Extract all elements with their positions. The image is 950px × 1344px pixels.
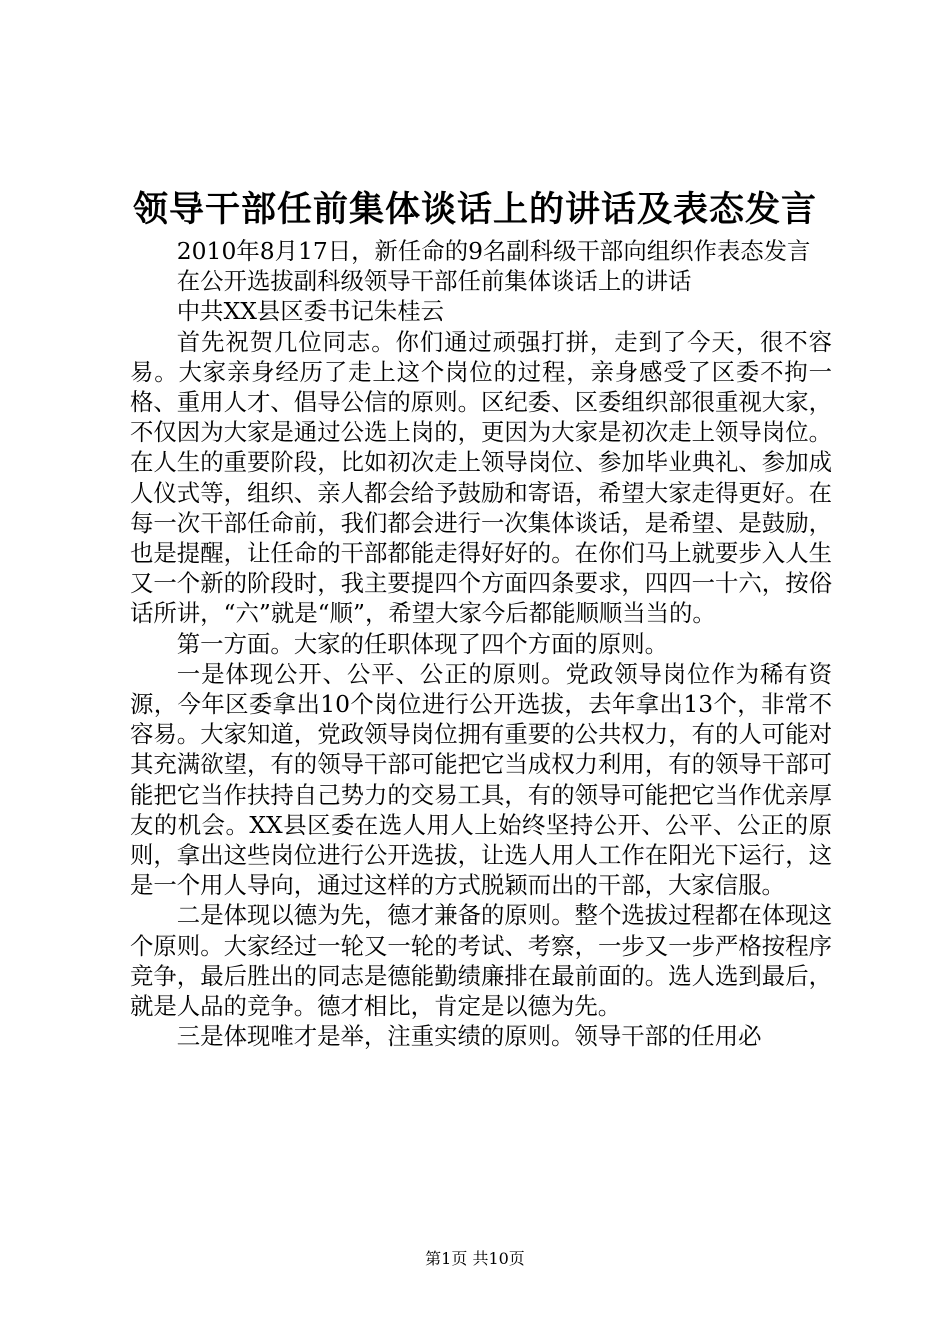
paragraph-first-aspect: 第一方面。大家的任职体现了四个方面的原则。 <box>176 629 668 658</box>
paragraph-speaker: 中共XX县区委书记朱桂云 <box>176 297 445 326</box>
paragraph-principle-one: 一是体现公开、公平、公正的原则。党政领导岗位作为稀有资源，今年区委拿出10个岗位进行公开选拔，去年拿出13个，非常不容易。大家知道，党政领导岗位拥有重要的公共权力，有的人可能对其充满欲望，有的领导干部可能把它当成权力利用，有的领导干部可能把它当作扶持自己势力的交易工具，有的领导可能把它当作优亲厚友的机会。XX县区委在选人用人上始终坚持公开、公平、公正的原则，拿出这些岗位进行公开选拔，让选人用人工作在阳光下运行，这是一个用人导向，通过这样的方式脱颖而出的干部，大家信服。 <box>130 659 832 900</box>
paragraph-date-statement: 2010年8月17日，新任命的9名副科级干部向组织作表态发言 <box>176 237 811 265</box>
document-body <box>130 236 832 1051</box>
paragraph-principle-two: 二是体现以德为先，德才兼备的原则。整个选拔过程都在体现这个原则。大家经过一轮又一轮的考试、考察，一步又一步严格按程序竞争，最后胜出的同志是德能勤绩廉排在最前面的。选人选到最后，就是人品的竞争。德才相比，肯定是以德为先。 <box>130 901 832 1021</box>
paragraph-principle-three: 三是体现唯才是举，注重实绩的原则。领导干部的任用必 <box>176 1022 762 1051</box>
paragraph-speech-title: 在公开选拔副科级领导干部任前集体谈话上的讲话 <box>176 267 692 296</box>
document-title: 领导干部任前集体谈话上的讲话及表态发言 <box>132 189 817 230</box>
paragraph-congratulations: 首先祝贺几位同志。你们通过顽强打拼，走到了今天，很不容易。大家亲身经历了走上这个岗位的过程，亲身感受了区委不拘一格、重用人才、倡导公信的原则。区纪委、区委组织部很重视大家，不仅因为大家是通过公选上岗的，更因为大家是初次走上领导岗位。在人生的重要阶段，比如初次走上领导岗位、参加毕业典礼、参加成人仪式等，组织、亲人都会给予鼓励和寄语，希望大家走得更好。在每一次干部任命前，我们都会进行一次集体谈话，是希望、是鼓励，也是提醒，让任命的干部都能走得好好的。在你们马上就要步入人生又一个新的阶段时，我主要提四个方面四条要求，四四一十六，按俗话所讲，“六”就是“顺”，希望大家今后都能顺顺当当的。 <box>130 327 832 628</box>
page-number: 第1页 共10页 <box>425 1249 525 1268</box>
